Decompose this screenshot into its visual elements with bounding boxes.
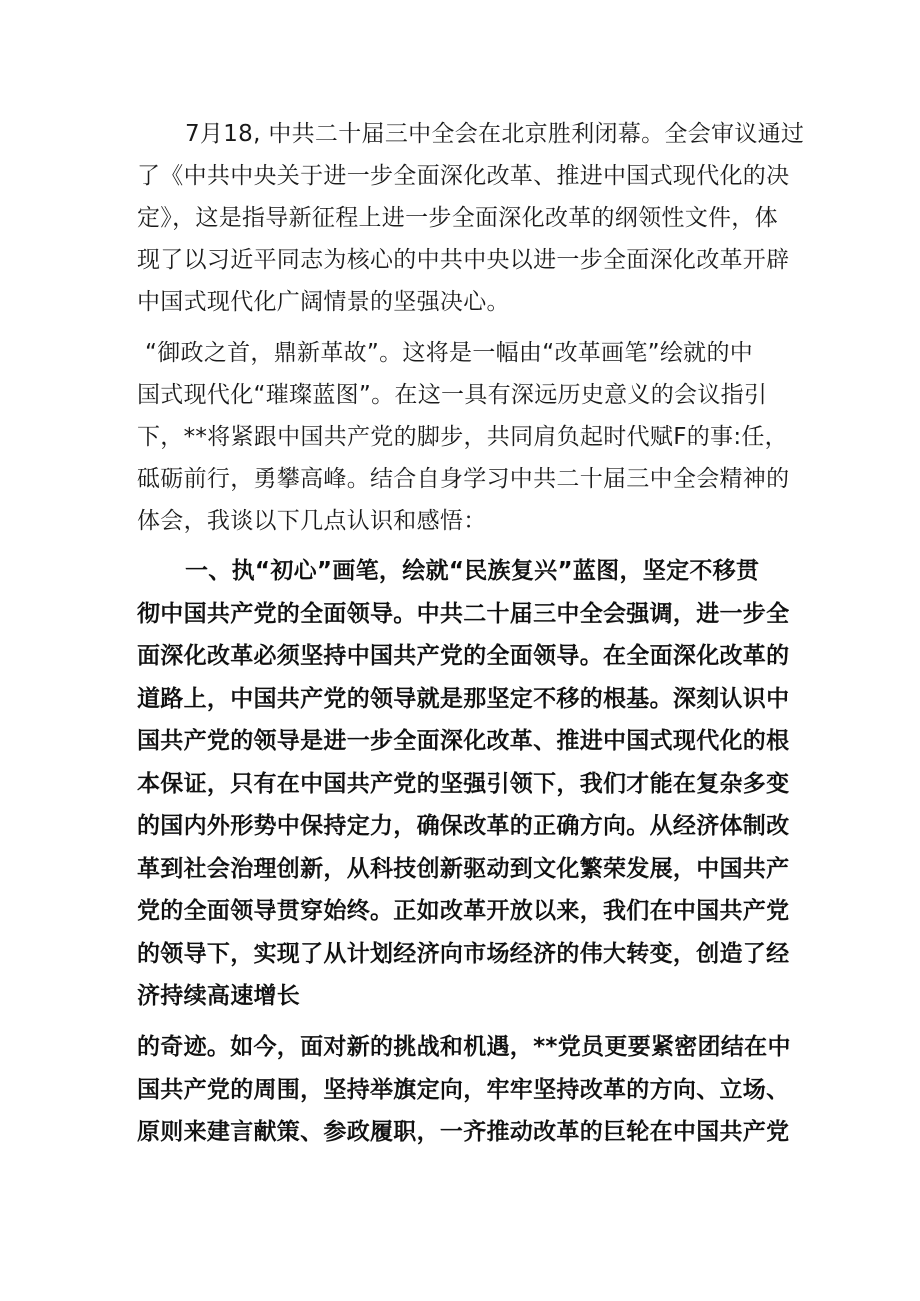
paragraph-3-line-5: 国共产党的领导是进一步全面深化改革、推进中国式现代化的根 [137, 728, 790, 754]
paragraph-2-line-3: 下，**将紧跟中国共产党的脚步，共同肩负起时代赋F的事:任， [137, 424, 788, 450]
paragraph-1-line-4: 现了以习近平同志为核心的中共中央以进一步全面深化改革开辟 [137, 247, 790, 273]
paragraph-3-line-2: 彻中国共产党的全面领导。中共二十届三中全会强调，进一步全 [137, 601, 790, 627]
paragraph-4-line-2: 国共产党的周围，坚持举旗定向，牢牢坚持改革的方向、立场、 [137, 1077, 790, 1103]
paragraph-2-line-1: “御政之首，鼎新革故”。这将是一幅由“改革画笔”绘就的中 [145, 340, 754, 366]
paragraph-3-line-7: 的国内外形势中保持定力，确保改革的正确方向。从经济体制改 [137, 813, 790, 839]
paragraph-4-line-1: 的奇迹。如今，面对新的挑战和机遇，**党员更要紧密团结在中 [137, 1034, 791, 1060]
paragraph-1-line-2: 了《中共中央关于进一步全面深化改革、推进中国式现代化的决 [137, 163, 790, 189]
paragraph-2-line-5: 体会，我谈以下几点认识和感悟： [137, 508, 487, 534]
paragraph-3-line-4: 道路上，中国共产党的领导就是那坚定不移的根基。深刻认识中 [137, 686, 790, 712]
paragraph-1-line-1: 7月18, 中共二十届三中全会在北京胜利闭幕。全会审议通过 [185, 121, 805, 147]
paragraph-3-line-3: 面深化改革必须坚持中国共产党的全面领导。在全面深化改革的 [137, 643, 790, 669]
paragraph-2-line-2: 国式现代化“璀璨蓝图”。在这一具有深远历史意义的会议指引 [137, 382, 768, 408]
paragraph-3-line-9: 党的全面领导贯穿始终。正如改革开放以来，我们在中国共产党 [137, 898, 790, 924]
paragraph-3-line-6: 本保证，只有在中国共产党的坚强引领下，我们才能在复杂多变 [137, 771, 790, 797]
paragraph-3-line-8: 革到社会治理创新，从科技创新驱动到文化繁荣发展，中国共产 [137, 856, 790, 882]
paragraph-3-line-11: 济持续高速增长 [137, 983, 301, 1009]
paragraph-2-line-4: 砥砺前行，勇攀高峰。结合自身学习中共二十届三中全会精神的 [137, 466, 790, 492]
paragraph-1-line-3: 定》，这是指导新征程上进一步全面深化改革的纲领性文件，体 [137, 205, 778, 231]
paragraph-4-line-3: 原则来建言献策、参政履职，一齐推动改革的巨轮在中国共产党 [137, 1119, 790, 1145]
paragraph-3-line-10: 的领导下，实现了从计划经济向市场经济的伟大转变，创造了经 [137, 941, 790, 967]
paragraph-1-line-5: 中国式现代化广阔情景的坚强决心。 [137, 289, 510, 315]
paragraph-3-line-1: 一、执“初心”画笔，绘就“民族复兴”蓝图，坚定不移贯 [185, 558, 760, 584]
